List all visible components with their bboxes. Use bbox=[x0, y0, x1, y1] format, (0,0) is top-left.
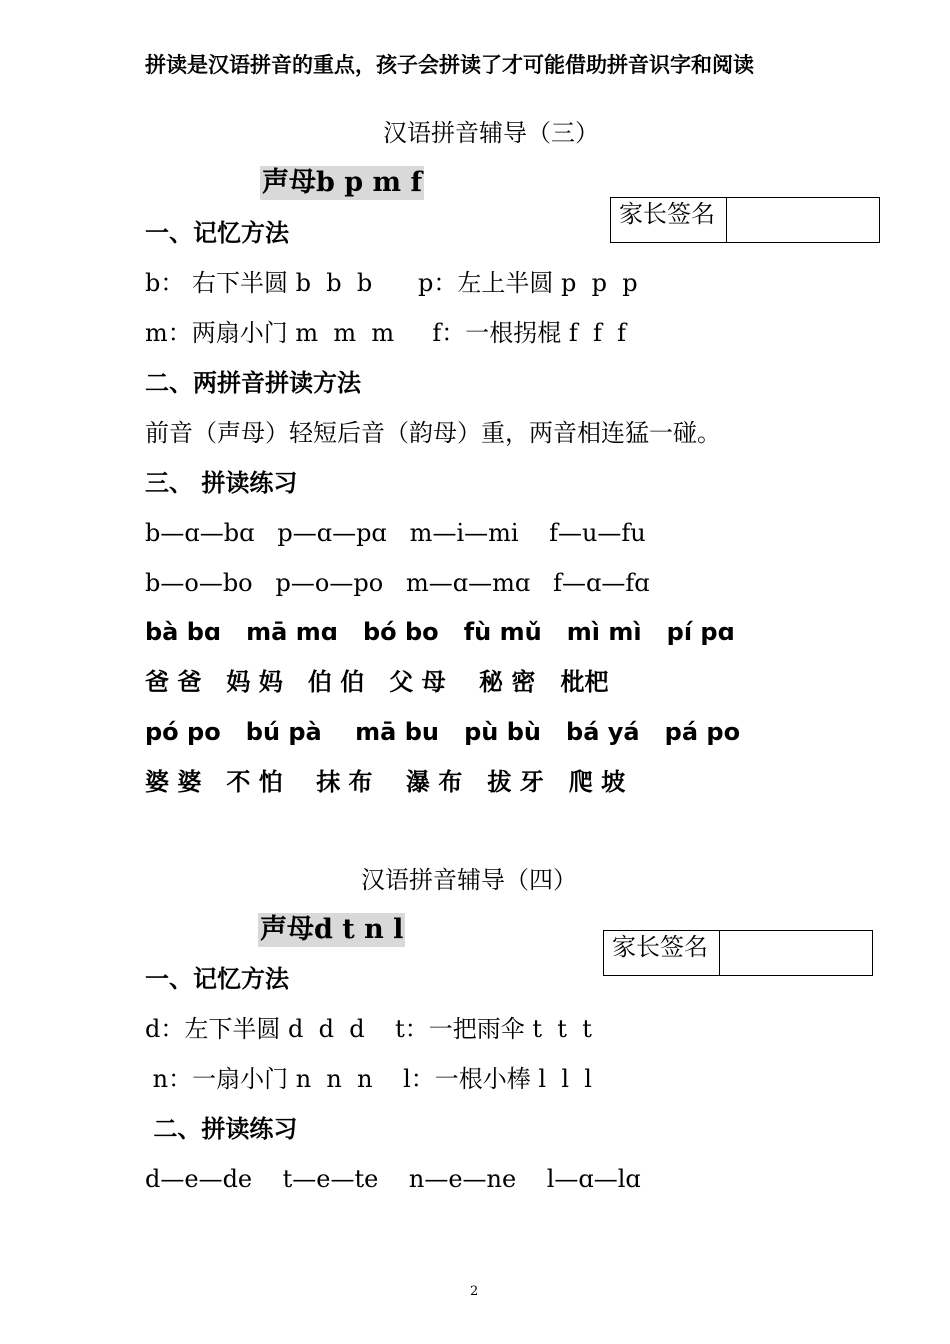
lesson3-practice-line-2: b—o—bo p—o—po m—ɑ—mɑ f—ɑ—fɑ bbox=[145, 569, 650, 597]
lesson4-memory-line-2: n：一扇小门 n n n l：一根小棒 l l l bbox=[145, 1065, 592, 1093]
lesson3-heading-method: 二、两拼音拼读方法 bbox=[145, 368, 361, 397]
signature-box[interactable] bbox=[720, 931, 872, 975]
lesson4-practice-line-1: d—e—de t—e—te n—e—ne l—ɑ—lɑ bbox=[145, 1165, 641, 1193]
lesson4-signature-table bbox=[603, 930, 873, 976]
lesson4-heading-memory: 一、记忆方法 bbox=[145, 964, 289, 993]
lesson3-practice-line-1: b—ɑ—bɑ p—ɑ—pɑ m—i—mi f—u—fu bbox=[145, 519, 646, 547]
lesson3-heading-practice: 三、 拼读练习 bbox=[145, 468, 298, 497]
page-number: 2 bbox=[470, 1284, 479, 1299]
top-note: 拼读是汉语拼音的重点，孩子会拼读了才可能借助拼音识字和阅读 bbox=[145, 52, 754, 77]
lesson3-heading-memory: 一、记忆方法 bbox=[145, 218, 289, 247]
lesson3-shengmu-heading: 声母b p m f bbox=[262, 167, 423, 198]
lesson3-memory-line-2: m：两扇小门 m m m f：一根拐棍 f f f bbox=[145, 319, 626, 347]
lesson4-title: 汉语拼音辅导（四） bbox=[361, 866, 577, 894]
lesson3-words-hanzi-1: 爸 爸 妈 妈 伯 伯 父 母 秘 密 枇杷 bbox=[145, 667, 609, 696]
lesson3-memory-line-1: b： 右下半圆 b b b p：左上半圆 p p p bbox=[145, 269, 638, 297]
lesson4-shengmu-heading: 声母d t n l bbox=[260, 914, 404, 945]
lesson3-method-text: 前音（声母）轻短后音（韵母）重，两音相连猛一碰。 bbox=[145, 419, 721, 447]
lesson3-title: 汉语拼音辅导（三） bbox=[383, 119, 599, 147]
lesson4-memory-line-1: d：左下半圆 d d d t：一把雨伞 t t t bbox=[145, 1015, 592, 1043]
lesson3-words-pinyin-2: pó po bú pà mā bu pù bù bá yá pá po bbox=[145, 718, 741, 746]
lesson4-heading-practice: 二、拼读练习 bbox=[145, 1114, 298, 1143]
signature-box[interactable] bbox=[727, 198, 879, 242]
lesson3-words-pinyin-1: bà bɑ mā mɑ bó bo fù mǔ mì mì pí pɑ bbox=[145, 618, 735, 646]
signature-label: 家长签名 bbox=[611, 198, 727, 242]
signature-label: 家长签名 bbox=[604, 931, 720, 975]
lesson3-words-hanzi-2: 婆 婆 不 怕 抹 布 瀑 布 拔 牙 爬 坡 bbox=[145, 767, 626, 796]
lesson3-signature-table bbox=[610, 197, 880, 243]
